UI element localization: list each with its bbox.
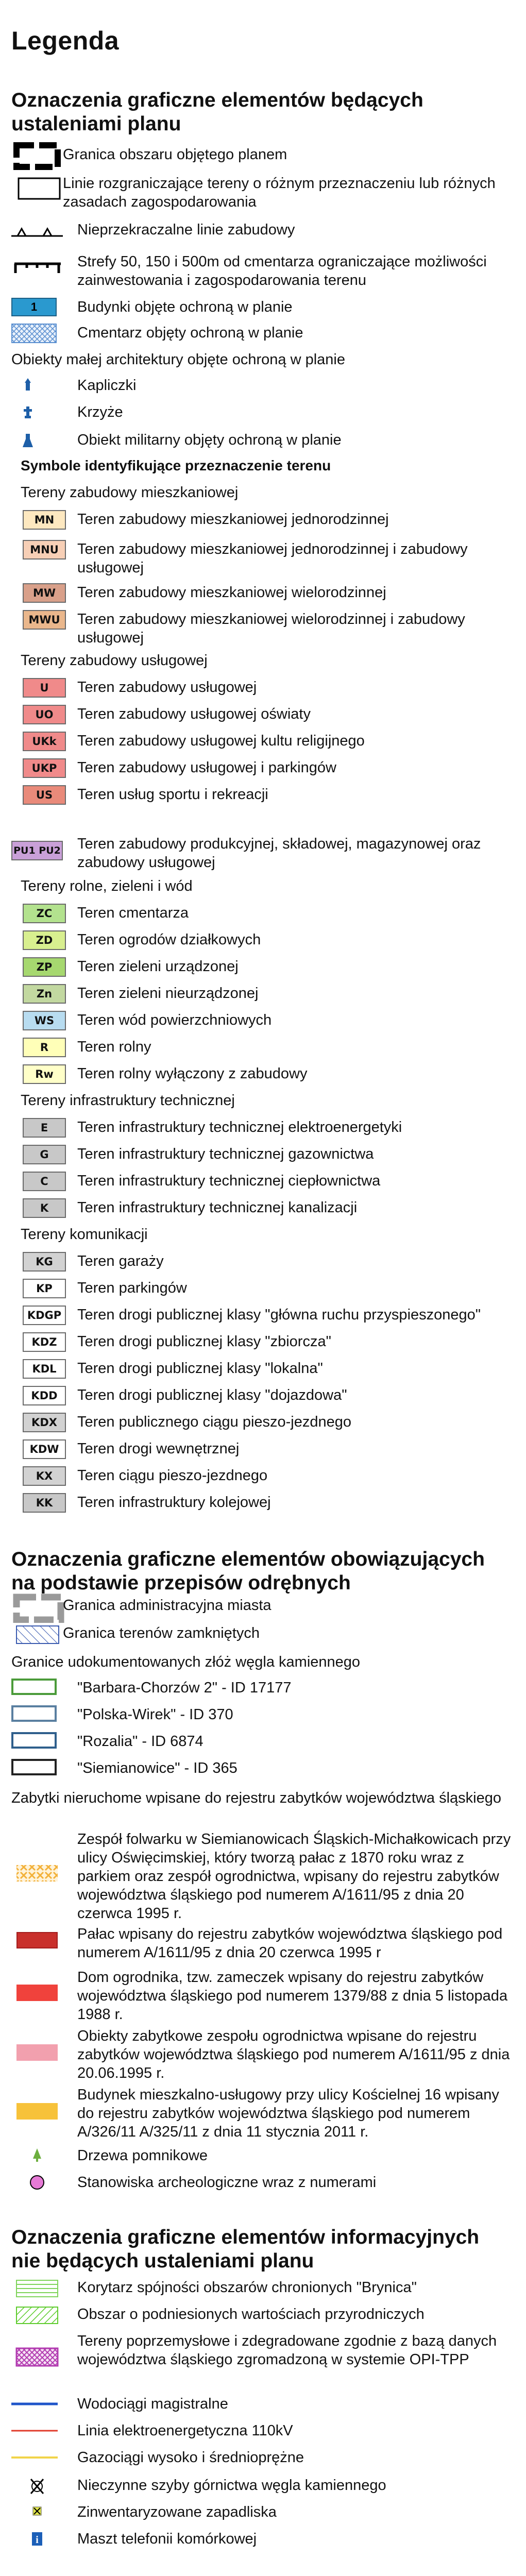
- zone-code-Rw: Rw: [23, 1064, 66, 1084]
- zone-label-ZP: Teren zieleni urządzonej: [77, 958, 239, 975]
- degraded-area-symbol: [11, 2332, 63, 2388]
- legend-row-monument-4: [11, 2027, 516, 2081]
- legend-label: Obszar o podniesionych wartościach przyrodniczych: [77, 2306, 425, 2323]
- legend-row-corridor: [11, 2278, 516, 2299]
- legend-label: Obiekt militarny objęty ochroną w planie: [77, 432, 342, 448]
- legend-row-coal-3: [11, 1732, 516, 1752]
- legend-row-nature: [11, 2305, 516, 2326]
- legend-row-closed-areas: [11, 1624, 516, 1645]
- legend-row-G: [11, 1145, 516, 1165]
- monument-residential-symbol: [16, 2103, 58, 2120]
- legend-label: Granica terenów zamkniętych: [63, 1625, 260, 1641]
- cemetery-zone-symbol: [11, 252, 68, 283]
- legend-row-KDX: [11, 1413, 516, 1433]
- legend-row-power: [11, 2421, 516, 2441]
- zone-label-KDGP: Teren drogi publicznej klasy "główna ruchu przyspieszonego": [77, 1307, 481, 1323]
- legend-row-monument-2: [11, 1925, 516, 1961]
- zone-label-K: Teren infrastruktury technicznej kanalizacji: [77, 1199, 358, 1216]
- group-services: Tereny zabudowy usługowej: [21, 652, 208, 669]
- legend-row-trees: [11, 2146, 516, 2166]
- legend-row-MWU: [11, 610, 516, 646]
- legend-row-military: [11, 431, 516, 451]
- legend-label: Budynek mieszkalno-usługowy przy ulicy Kościelnej 16 wpisany do rejestru zabytków województwa śląskiego pod numerem A/326/11 A/325/11 z dnia 11 stycznia 2011 r.: [77, 2087, 499, 2140]
- svg-text:i: i: [36, 2534, 39, 2546]
- zone-code-E: E: [23, 1118, 66, 1138]
- legend-row-Rw: [11, 1064, 516, 1085]
- legend-row-monument-3: [11, 1968, 516, 2023]
- legend-label: Dom ogrodnika, tzw. zameczek wpisany do rejestru zabytków województwa śląskiego pod numerem 1379/88 z dnia 5 listopada 1988 r.: [77, 1969, 508, 2023]
- legend-row-UO: [11, 705, 516, 725]
- legend-label: Granica obszaru objętego planem: [63, 146, 287, 163]
- legend-row-monument-5: [11, 2086, 516, 2140]
- legend-label: Linia elektroenergetyczna 110kV: [77, 2422, 293, 2439]
- archeology-site-icon: [11, 2173, 63, 2193]
- legend-label: Kapliczki: [77, 377, 137, 394]
- zone-label-MWU: Teren zabudowy mieszkaniowej wielorodzinnej i zabudowy usługowej: [77, 611, 465, 646]
- legend-title: Legenda: [11, 26, 120, 55]
- zone-code-MWU: MWU: [23, 610, 66, 630]
- legend-label: Wodociągi magistralne: [77, 2396, 228, 2412]
- legend-row-gas: [11, 2448, 516, 2468]
- group-infra: Tereny infrastruktury technicznej: [21, 1092, 235, 1109]
- building-line-symbol: [11, 221, 68, 241]
- plan-boundary-symbol: [11, 140, 63, 171]
- zone-code-R: R: [23, 1038, 66, 1057]
- chapel-icon: [11, 376, 63, 396]
- zone-label-KDZ: Teren drogi publicznej klasy "zbiorcza": [77, 1333, 331, 1350]
- legend-row-MNU: [11, 540, 516, 576]
- military-object-icon: [11, 431, 63, 451]
- zone-code-PU: PU1 PU2: [11, 841, 63, 860]
- legend-label: Linie rozgraniczające tereny o różnym przeznaczeniu lub różnych zasadach zagospodarowania: [63, 175, 496, 210]
- zone-label-MW: Teren zabudowy mieszkaniowej wielorodzinnej: [77, 584, 386, 601]
- legend-label: Pałac wpisany do rejestru zabytków województwa śląskiego pod numerem A/1611/95 z dnia 20 czerwca 1995 r: [77, 1926, 503, 1961]
- legend-label: "Siemianowice" - ID 365: [77, 1760, 237, 1776]
- zone-code-K: K: [23, 1198, 66, 1218]
- zone-code-ZD: ZD: [23, 930, 66, 950]
- zone-label-KK: Teren infrastruktury kolejowej: [77, 1494, 271, 1511]
- protected-building-symbol: 1: [11, 298, 57, 316]
- legend-label: Nieprzekraczalne linie zabudowy: [77, 222, 295, 238]
- zone-label-E: Teren infrastruktury technicznej elektroenergetyki: [77, 1119, 402, 1136]
- zone-code-KDX: KDX: [23, 1413, 66, 1432]
- zone-code-KDGP: KDGP: [23, 1306, 66, 1325]
- dividing-lines-symbol: [11, 174, 63, 210]
- zone-label-US: Teren usług sportu i rekreacji: [77, 786, 268, 803]
- zone-code-KDW: KDW: [23, 1439, 66, 1459]
- legend-row-sinkholes: [11, 2503, 516, 2522]
- zone-label-G: Teren infrastruktury technicznej gazownictwa: [77, 1146, 374, 1162]
- zone-label-U: Teren zabudowy usługowej: [77, 679, 257, 696]
- legend-row-US: [11, 785, 516, 806]
- legend-row-cemetery-zones: [11, 252, 516, 289]
- corridor-symbol: [11, 2278, 63, 2299]
- legend-label: Nieczynne szyby górnictwa węgla kamiennego: [77, 2477, 386, 2494]
- coal-deposit-symbol: [11, 1705, 57, 1722]
- zone-label-KG: Teren garaży: [77, 1253, 164, 1269]
- legend-row-plan-boundary: [11, 145, 516, 168]
- water-main-line: [11, 2395, 63, 2414]
- zone-label-MNU: Teren zabudowy mieszkaniowej jednorodzinnej i zabudowy usługowej: [77, 541, 468, 576]
- monument-park-symbol: [11, 1830, 63, 1918]
- legend-row-ZP: [11, 957, 516, 978]
- monument-objects-symbol: [16, 2044, 58, 2061]
- legend-row-KDL: [11, 1359, 516, 1380]
- sinkhole-icon: [11, 2503, 63, 2522]
- zone-code-UKP: UKP: [23, 758, 66, 778]
- legend-row-dividing-lines: [11, 174, 516, 210]
- zone-code-KDL: KDL: [23, 1359, 66, 1379]
- legend-label: Budynki objęte ochroną w planie: [77, 299, 293, 315]
- zone-label-ZC: Teren cmentarza: [77, 905, 189, 921]
- legend-label: Krzyże: [77, 404, 123, 420]
- zone-code-MN: MN: [23, 510, 66, 530]
- legend-row-KDZ: [11, 1332, 516, 1353]
- legend-row-KP: [11, 1279, 516, 1299]
- zone-label-KDW: Teren drogi wewnętrznej: [77, 1440, 240, 1457]
- zone-label-KDL: Teren drogi publicznej klasy "lokalna": [77, 1360, 323, 1377]
- legend-label: Gazociągi wysoko i średnioprężne: [77, 2449, 304, 2466]
- zone-code-KDD: KDD: [23, 1386, 66, 1405]
- legend-row-UKk: [11, 732, 516, 752]
- zone-code-UO: UO: [23, 705, 66, 724]
- group-residential: Tereny zabudowy mieszkaniowej: [21, 484, 239, 501]
- legend-row-ZD: [11, 930, 516, 951]
- zone-label-R: Teren rolny: [77, 1039, 151, 1055]
- legend-label: "Barbara-Chorzów 2" - ID 17177: [77, 1680, 292, 1696]
- legend-row-KX: [11, 1466, 516, 1487]
- legend-row-protected-buildings: [11, 298, 516, 318]
- tree-icon: [11, 2146, 63, 2166]
- cross-icon: [11, 403, 63, 422]
- legend-row-KDGP: [11, 1306, 516, 1326]
- legend-row-U: [11, 678, 516, 699]
- closed-areas-symbol: [11, 1624, 68, 1647]
- legend-label: Strefy 50, 150 i 500m od cmentarza ograniczające możliwości zainwestowania i zagospodarowania terenu: [77, 253, 487, 289]
- coal-deposit-symbol: [11, 1732, 57, 1749]
- section-info-heading: Oznaczenia graficzne elementów informacyjnych nie będących ustaleniami planu: [11, 2226, 480, 2272]
- section-regulations-heading: Oznaczenia graficzne elementów obowiązujących na podstawie przepisów odrębnych: [11, 1548, 485, 1594]
- zone-code-US: US: [23, 785, 66, 805]
- legend-row-shafts: [11, 2476, 516, 2496]
- legend-row-coal-4: [11, 1759, 516, 1778]
- zone-label-Rw: Teren rolny wyłączony z zabudowy: [77, 1065, 308, 1082]
- legend-row-E: [11, 1118, 516, 1139]
- zone-label-C: Teren infrastruktury technicznej ciepłownictwa: [77, 1173, 381, 1189]
- zone-label-WS: Teren wód powierzchniowych: [77, 1012, 272, 1028]
- legend-row-PU: [11, 835, 516, 872]
- legend-label: Granica administracyjna miasta: [63, 1597, 272, 1614]
- legend-row-KDD: [11, 1386, 516, 1406]
- zone-label-ZD: Teren ogrodów działkowych: [77, 931, 261, 948]
- legend-row-coal-1: [11, 1679, 516, 1698]
- protected-cemetery-symbol: [11, 324, 58, 344]
- legend-label: Zinwentaryzowane zapadliska: [77, 2504, 277, 2520]
- group-agri: Tereny rolne, zieleni i wód: [21, 878, 193, 894]
- legend-row-monument-1: [11, 1830, 516, 1922]
- legend-label: Zespół folwarku w Siemianowicach Śląskich-Michałkowicach przy ulicy Oświęcimskiej, który tworzą pałac z 1870 roku wraz z parkiem oraz zespół ogrodnictwa, wpisany do rejestru zabytków województwa śląskiego pod numerem A/1611/95 z dnia 20 czerwca 1995 r.: [77, 1831, 511, 1922]
- legend-row-mast: [11, 2530, 516, 2549]
- legend-row-water: [11, 2395, 516, 2414]
- zone-code-MW: MW: [23, 583, 66, 603]
- zone-code-KX: KX: [23, 1466, 66, 1486]
- legend-label: "Rozalia" - ID 6874: [77, 1733, 203, 1750]
- monument-palace-symbol: [16, 1932, 58, 1948]
- zone-label-MN: Teren zabudowy mieszkaniowej jednorodzinnej: [77, 511, 389, 528]
- coal-heading: Granice udokumentowanych złóż węgla kamiennego: [11, 1654, 361, 1670]
- legend-row-building-lines: [11, 221, 516, 241]
- zone-code-ZC: ZC: [23, 904, 66, 923]
- zone-label-PU: Teren zabudowy produkcyjnej, składowej, magazynowej oraz zabudowy usługowej: [77, 836, 481, 871]
- zone-label-KDX: Teren publicznego ciągu pieszo-jezdnego: [77, 1414, 352, 1430]
- symbols-heading: Symbole identyfikujące przeznaczenie terenu: [21, 457, 331, 473]
- coal-deposit-symbol: [11, 1759, 57, 1775]
- legend-label: "Polska-Wirek" - ID 370: [77, 1706, 233, 1723]
- legend-label: Tereny poprzemysłowe i zdegradowane zgodnie z bazą danych województwa śląskiego zgromadzoną w systemie OPI-TPP: [77, 2333, 497, 2368]
- legend-row-coal-2: [11, 1705, 516, 1725]
- group-transport: Tereny komunikacji: [21, 1226, 148, 1243]
- legend-row-archeo: [11, 2173, 516, 2193]
- legend-row-MW: [11, 583, 516, 604]
- monuments-heading: Zabytki nieruchome wpisane do rejestru zabytków województwa śląskiego: [11, 1790, 502, 1806]
- legend-label: Cmentarz objęty ochroną w planie: [77, 325, 303, 341]
- legend-label: Maszt telefonii komórkowej: [77, 2531, 257, 2547]
- mine-shaft-icon: [11, 2476, 63, 2497]
- legend-row-KK: [11, 1493, 516, 1514]
- legend-row-city-boundary: [11, 1596, 516, 1619]
- zone-label-KX: Teren ciągu pieszo-jezdnego: [77, 1467, 268, 1484]
- zone-label-KDD: Teren drogi publicznej klasy "dojazdowa": [77, 1387, 347, 1403]
- zone-code-UKk: UKk: [23, 732, 66, 751]
- zone-code-KG: KG: [23, 1252, 66, 1272]
- legend-label: Obiekty zabytkowe zespołu ogrodnictwa wpisane do rejestru zabytków województwa śląskiego pod numerem A/1611/95 z dnia 20.06.1995 r.: [77, 2028, 510, 2081]
- small-architecture-heading: Obiekty małej architektury objęte ochroną w planie: [11, 351, 345, 368]
- zone-label-UKP: Teren zabudowy usługowej i parkingów: [77, 759, 336, 776]
- legend-label: Stanowiska archeologiczne wraz z numerami: [77, 2174, 377, 2191]
- zone-code-MNU: MNU: [23, 540, 66, 560]
- legend-row-cross: [11, 403, 516, 422]
- monument-house-symbol: [16, 1985, 58, 2001]
- legend-row-UKP: [11, 758, 516, 779]
- zone-label-Zn: Teren zieleni nieurządzonej: [77, 985, 259, 1002]
- legend-label: Drzewa pomnikowe: [77, 2147, 208, 2164]
- legend-label: Korytarz spójności obszarów chronionych "Brynica": [77, 2279, 417, 2296]
- legend-row-MN: [11, 510, 516, 531]
- legend-row-protected-cemetery: [11, 324, 516, 344]
- zone-code-G: G: [23, 1145, 66, 1164]
- zone-code-Zn: Zn: [23, 984, 66, 1004]
- legend-row-Zn: [11, 984, 516, 1005]
- city-boundary-symbol: [11, 1592, 68, 1623]
- zone-code-ZP: ZP: [23, 957, 66, 977]
- zone-code-WS: WS: [23, 1011, 66, 1030]
- legend-row-ZC: [11, 904, 516, 924]
- cell-mast-icon: [11, 2530, 63, 2549]
- legend-row-R: [11, 1038, 516, 1058]
- zone-code-KDZ: KDZ: [23, 1332, 66, 1352]
- legend-row-chapel: [11, 376, 516, 396]
- legend-row-KDW: [11, 1439, 516, 1460]
- power-line: [11, 2421, 63, 2441]
- zone-label-UO: Teren zabudowy usługowej oświaty: [77, 706, 311, 722]
- zone-label-UKk: Teren zabudowy usługowej kultu religijnego: [77, 733, 365, 749]
- zone-code-KP: KP: [23, 1279, 66, 1298]
- legend-row-WS: [11, 1011, 516, 1031]
- zone-code-C: C: [23, 1172, 66, 1191]
- section-plan-heading: Oznaczenia graficzne elementów będących ustaleniami planu: [11, 89, 423, 135]
- zone-label-KP: Teren parkingów: [77, 1280, 187, 1296]
- gas-pipeline-line: [11, 2448, 63, 2468]
- nature-area-symbol: [11, 2305, 63, 2326]
- legend-row-C: [11, 1172, 516, 1192]
- zone-code-KK: KK: [23, 1493, 66, 1513]
- legend-row-K: [11, 1198, 516, 1219]
- legend-row-KG: [11, 1252, 516, 1273]
- zone-code-U: U: [23, 678, 66, 698]
- legend-row-degraded: [11, 2332, 516, 2388]
- coal-deposit-symbol: [11, 1679, 57, 1695]
